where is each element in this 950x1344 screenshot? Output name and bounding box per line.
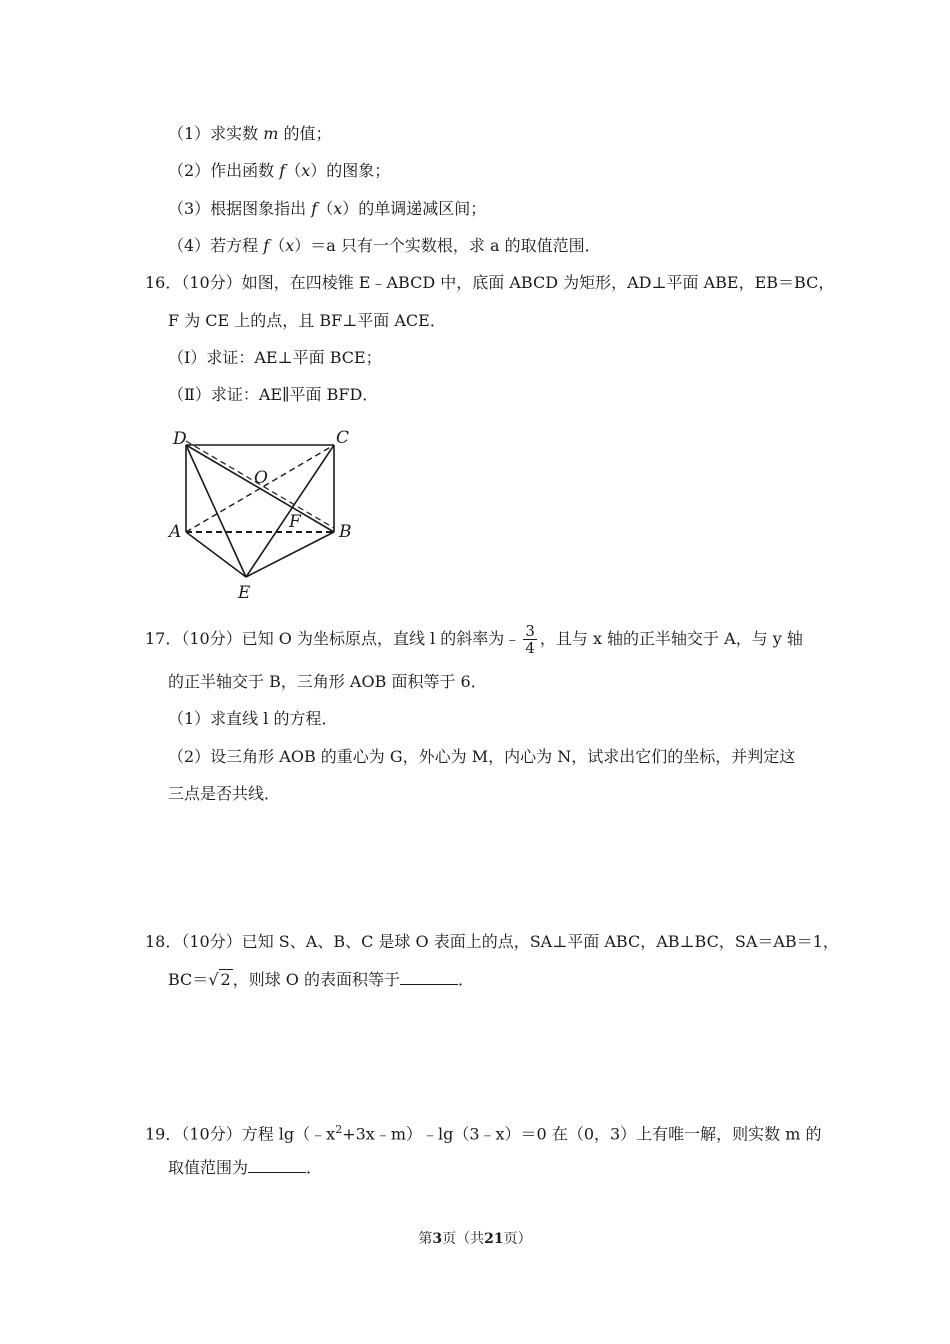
label-O: O [254,468,268,488]
q19-stem-line2: 取值范围为 ． [168,1158,323,1177]
q15-part-2: （2）作出函数 f（x）的图象； [168,161,391,180]
q19-stem-line1: 19．（10分）方程 $\lg(﹣x^2+3x﹣m)﹣\lg(3﹣x)=0$ 在（0，3）上有唯一解，则实数 m 的 [145,1123,822,1144]
q16-stem-line1: 16．（10分）如图，在四棱锥 E﹣ABCD 中，底面 ABCD 为矩形，AD⊥平面 ABE，EB＝BC， [145,273,835,292]
q16-part-2: （Ⅱ）求证：AE∥平面 BFD． [168,385,379,404]
label-E: E [238,583,251,603]
label-A: A [169,522,182,542]
q18-stem-line1: 18．（10分）已知 S、A、B、C 是球 O 表面上的点，SA⊥平面 ABC，AB⊥BC，SA＝AB＝1， [145,932,839,951]
answer-blank [400,970,458,985]
q17-stem-line1: 17．（10分）已知 O 为坐标原点，直线 l 的斜率为﹣ $\frac{3}{4}$ ，且与 x 轴的正半轴交于 A，与 y 轴 [145,622,803,657]
q16-stem-line2: F 为 CE 上的点，且 BF⊥平面 ACE． [168,311,446,330]
page-footer: 第3页（共21页） [418,1231,532,1247]
pyramid-figure [160,420,370,605]
q17-stem-line2: 的正半轴交于 B，三角形 AOB 面积等于 6． [168,672,487,691]
slope-fraction: $\frac{3}{4}$ [525,622,535,657]
label-F: F [289,512,301,532]
q16-part-1: （Ⅰ）求证：AE⊥平面 BCE； [168,348,382,367]
label-D: D [173,429,187,449]
q17-part-2: （2）设三角形 AOB 的重心为 G，外心为 M，内心为 N，试求出它们的坐标，并判定这 [168,747,796,766]
answer-blank [248,1158,306,1173]
q17-part-2-cont: 三点是否共线． [168,784,281,803]
q18-stem-line2: BC＝√ 2 ，则球 O 的表面积等于 ． [168,970,475,989]
sqrt-expression: √ 2 [208,970,231,989]
label-B: B [339,522,352,542]
q17-part-1: （1）求直线 l 的方程． [168,709,338,728]
q15-part-4: （4）若方程 f（x）＝a 只有一个实数根，求 a 的取值范围． [168,236,601,255]
q15-part-3: （3）根据图象指出 f（x）的单调递减区间； [168,199,487,218]
q15-part-1: （1）求实数 m 的值； [168,124,332,143]
label-C: C [336,428,350,448]
